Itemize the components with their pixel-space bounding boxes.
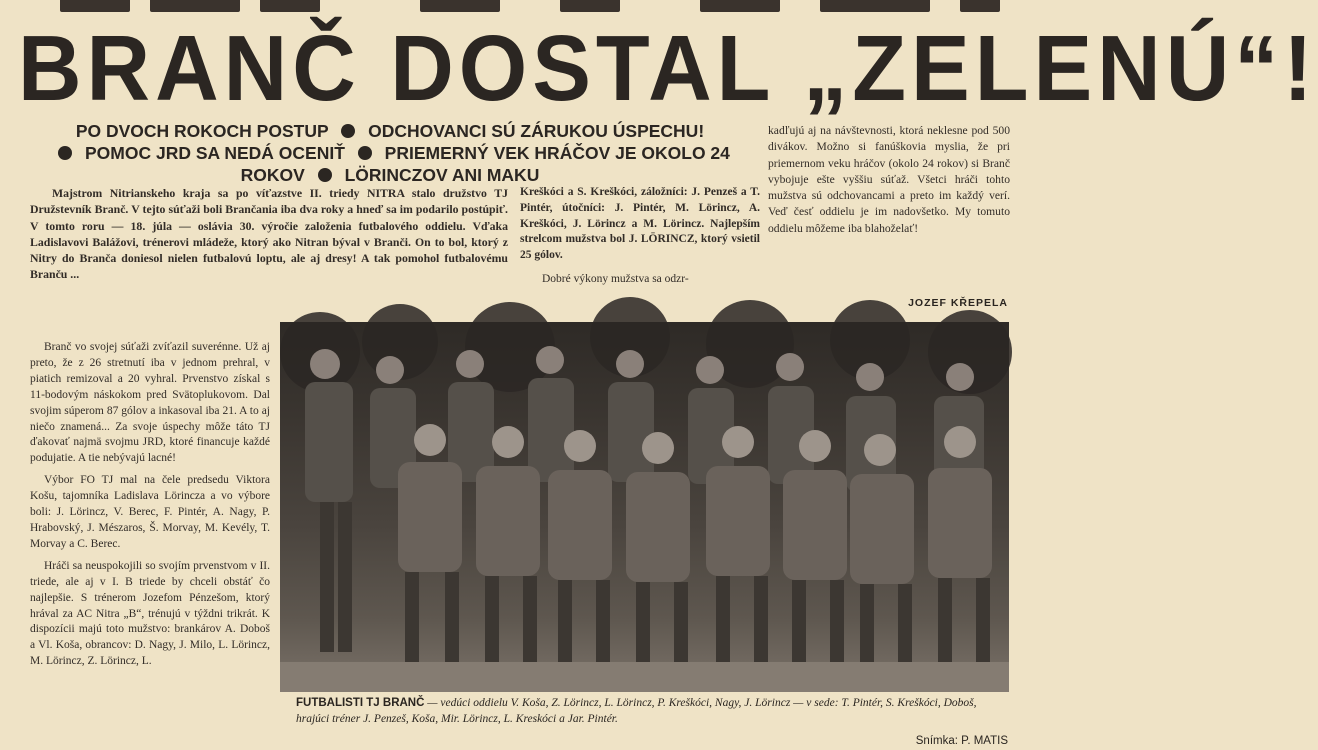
subheadlines bbox=[30, 120, 750, 186]
photo-caption bbox=[296, 696, 1008, 727]
column-2-text: Kreškóci a S. Kreškóci, záložníci: J. Penzeš a T. Pintér, útočníci: J. Pintér, M. Lörincz, A. Kreškóci, J. Lörincz a M. Lörincz. Najlepším strelcom mužstva bol J. LÖRINCZ, ktorý vsietil 25 gólov. bbox=[520, 186, 760, 262]
column-2-continuation: Dobré výkony mužstva sa odzr- bbox=[542, 272, 689, 285]
bullet-icon bbox=[341, 124, 355, 138]
subhead-3: POMOC JRD SA NEDÁ OCENIŤ bbox=[84, 143, 345, 163]
left-column-paragraph-2: Výbor FO TJ mal na čele predsedu Viktora Košu, tajomníka Ladislava Lörincza a vo výbore boli: J. Lörincz, V. Berec, F. Pintér, A. Nagy, P. Hrabovský, J. Mészaros, Š. Morvay, M. Kevély, T. Morvay a C. Berec. bbox=[30, 474, 270, 550]
photo-credit: Snímka: P. MATIS bbox=[915, 735, 1008, 747]
subhead-1: PO DVOCH ROKOCH POSTUP bbox=[75, 121, 329, 141]
team-photo bbox=[280, 322, 1009, 692]
lead-paragraph bbox=[30, 185, 508, 283]
previous-headline-fragment bbox=[0, 0, 1024, 12]
bullet-icon bbox=[318, 168, 332, 182]
subhead-2: ODCHOVANCI SÚ ZÁRUKOU ÚSPECHU! bbox=[368, 121, 705, 141]
caption-lead: FUTBALISTI TJ BRANČ bbox=[296, 697, 425, 709]
left-column-paragraph-1: Branč vo svojej súťaži zvíťazil suverénne. Už aj preto, že z 26 stretnutí iba v jednom prehral, v piatich remizoval a 20 vyhral. Prvenstvo získal s 11-bodovým náskokom pred Svätoplukovom. Dal svojim súperom 87 gólov a inkasoval iba 21. A to aj niečo znamená... Za svoje úspechy môže táto TJ ďakovať najmä svojmu JRD, ktoré financuje každé podujatie. A tie nebývajú lacné! bbox=[30, 341, 270, 465]
column-3 bbox=[768, 123, 1010, 237]
left-column-paragraph-3: Hráči sa neuspokojili so svojím prvenstvom v II. triede, ale aj v I. B triede by chceli obstáť čo najlepšie. S trénerom Jozefom Pénzešom, ktorý hrával za AC Nitra „B“, trénujú v týždni trikrát. K dispozícii majú toto mužstvo: brankárov A. Doboš a Vl. Koša, obrancov: D. Nagy, J. Milo, L. Lörincz, M. Lörincz, Z. Lörincz, L. bbox=[30, 559, 270, 668]
lead-text: Majstrom Nitrianskeho kraja sa po víťazstve II. triedy NITRA stalo družstvo TJ Družstevník Branč. V tejto súťaži boli Brančania iba dva roky a hneď sa im podarilo postúpiť. V tomto roru — 18. júla — oslávia 30. výročie založenia futbalového oddielu. Vďaka Ladislavovi Balážovi, trénerovi mládeže, ktorý ako Nitran býval v Branči. On to bol, ktorý z Nitry do Branča doniesol nielen futbalovú loptu, ale aj dresy! A tak pomohol futbalovému Branču ... bbox=[30, 186, 508, 282]
bullet-icon bbox=[358, 146, 372, 160]
subhead-5: LÖRINCZOV ANI MAKU bbox=[344, 165, 540, 185]
author-byline: JOZEF KŘEPELA bbox=[908, 297, 1008, 309]
subhead-4: PRIEMERNÝ VEK HRÁČOV JE OKOLO 24 ROKOV bbox=[240, 143, 730, 185]
headline: BRANČ DOSTAL „ZELENÚ“! bbox=[18, 15, 1318, 120]
bullet-icon bbox=[58, 146, 72, 160]
caption-text: — vedúci oddielu V. Koša, Z. Lörincz, L. Lörincz, P. Kreškóci, Nagy, J. Lörincz — v sede: T. Pintér, S. Kreškóci, Doboš, hrajúci tréner J. Penzeš, Koša, Mir. Lörincz, L. Kreskóci a Jar. Pintér. bbox=[296, 697, 977, 725]
team-photo-figures bbox=[280, 322, 1009, 692]
column-3-text: kadľujú aj na návštevnosti, ktorá neklesne pod 500 divákov. Možno si fanúškovia myslia, že pri priemernom veku hráčov (okolo 24 rokov) si Branč vybojuje ešte vyššiu súťaž. Všetci hráči tohto mužstva sú odchovancami a preto im každý verí. Veď česť oddielu je im nadovšetko. My tomuto oddielu môžeme iba blahoželať! bbox=[768, 124, 1010, 235]
column-2 bbox=[520, 185, 760, 288]
left-column bbox=[30, 340, 270, 676]
